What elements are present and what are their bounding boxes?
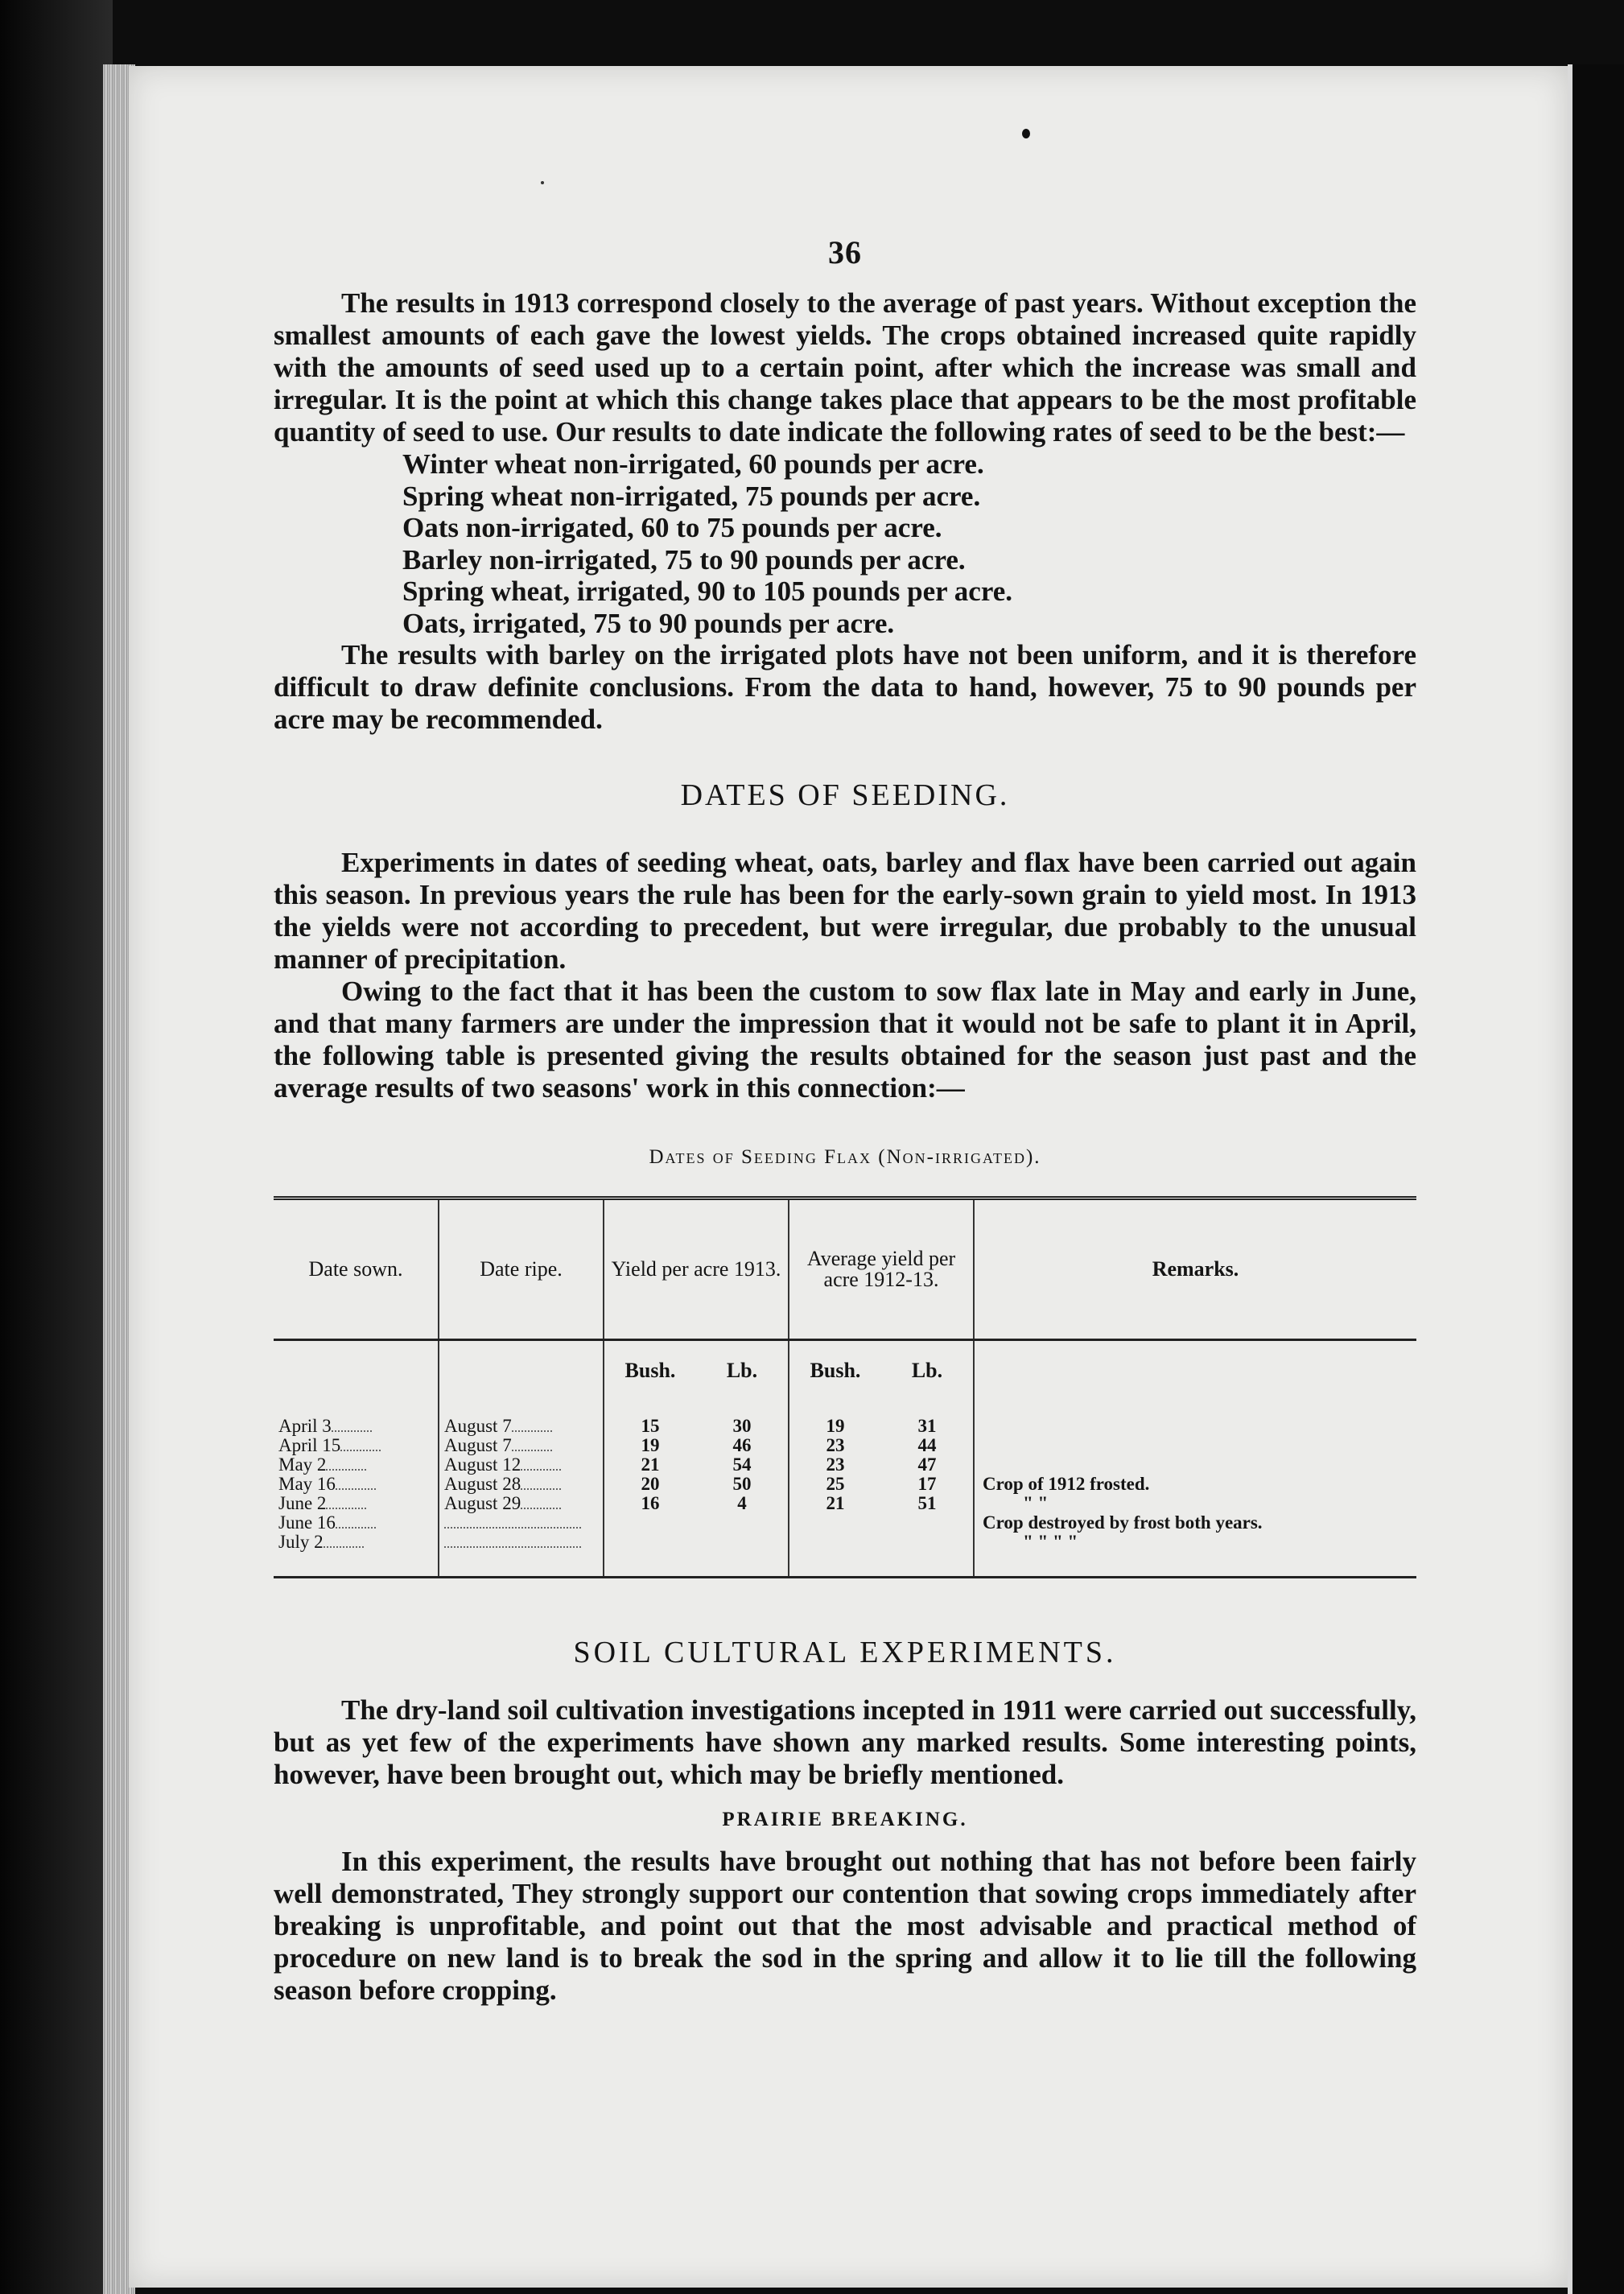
soil-heading: SOIL CULTURAL EXPERIMENTS. [573, 1636, 1117, 1669]
cell-bush-1913: 20 [641, 1474, 660, 1494]
cell-bush-1913 [604, 1533, 696, 1552]
rate-item: Oats, irrigated, 75 to 90 pounds per acre. [402, 607, 895, 639]
cell-date-ripe [439, 1513, 604, 1533]
ink-dot [1022, 129, 1030, 138]
intro-paragraph: The results in 1913 correspond closely to the average of past years. Without exception the smallest amounts of each gave the lowest yields. The crops obtained increased quite rapidly with the amounts of seed used up to a certain point, after which the increase was small and irregular. It is the point at which this change takes place that appears to be the most profitable quantity of seed to use. Our results to date indicate the following rates of seed to be the best:— [274, 287, 1416, 448]
cell-remarks [974, 1436, 1416, 1455]
scan-left-edge [0, 0, 113, 2294]
dates-paragraph-1: Experiments in dates of seeding wheat, oats, barley and flax have been carried out again this season. In previous years the rule has been for the early-sown grain to yield most. In 1913 the yields were not according to precedent, but were irregular, due probably to the unusual manner of precipitation. [274, 847, 1416, 975]
cell-lb-1913: 4 [696, 1494, 789, 1513]
rate-item: Oats non-irrigated, 60 to 75 pounds per acre. [402, 512, 942, 543]
dot-leader [521, 1488, 561, 1490]
cell-date-ripe [439, 1533, 604, 1552]
cell-bush-1913: 19 [641, 1435, 660, 1455]
cell-bush-1913 [604, 1513, 696, 1533]
unit-lb: Lb. [881, 1340, 974, 1401]
cell-lb-avg: 17 [881, 1475, 974, 1494]
scan-right-edge [1568, 64, 1624, 2294]
cell-lb-avg: 47 [881, 1455, 974, 1475]
header-date-ripe: Date ripe. [439, 1199, 604, 1340]
cell-date-ripe: August 29 [439, 1494, 604, 1513]
table-row [274, 1533, 1416, 1552]
table-row [274, 1455, 1416, 1475]
header-yield-1913: Yield per acre 1913. [604, 1199, 789, 1340]
dot-leader [444, 1527, 581, 1529]
table-row [274, 1436, 1416, 1455]
cell-remarks: " " " " [1023, 1532, 1078, 1552]
cell-bush-avg: 21 [826, 1493, 845, 1513]
cell-remarks: Crop destroyed by frost both years. [983, 1512, 1263, 1533]
table-row [274, 1513, 1416, 1533]
cell-lb-avg: 31 [881, 1417, 974, 1436]
dates-paragraph-2: Owing to the fact that it has been the custom to sow flax late in May and early in June, and that many farmers are under the impression that it would not be safe to plant it in April, the following table is presented giving the results obtained for the season just past and the average results of two seasons' work in this connection:— [274, 976, 1416, 1104]
header-date-sown: Date sown. [274, 1199, 439, 1340]
unit-bush: Bush. [810, 1359, 861, 1382]
unit-lb: Lb. [696, 1340, 789, 1401]
seed-rates-list [274, 448, 1416, 639]
cell-lb-1913: 30 [696, 1417, 789, 1436]
dot-leader [444, 1546, 581, 1548]
cell-lb-avg: 51 [881, 1494, 974, 1513]
cell-date-sown: May 2 [274, 1455, 439, 1475]
cell-date-sown: June 2 [274, 1494, 439, 1513]
cell-remarks [974, 1417, 1416, 1436]
dot-leader [521, 1469, 561, 1471]
table-title: Dates of Seeding Flax (Non-irrigated). [649, 1146, 1041, 1168]
cell-date-sown: April 15 [274, 1436, 439, 1455]
cell-lb-1913: 46 [696, 1436, 789, 1455]
dot-leader [332, 1430, 372, 1432]
units-blank [974, 1340, 1416, 1401]
cell-remarks: " " [1023, 1493, 1049, 1513]
cell-bush-avg: 25 [826, 1474, 845, 1494]
cell-date-ripe: August 12 [439, 1455, 604, 1475]
dot-leader [326, 1508, 366, 1509]
dot-leader [326, 1469, 366, 1471]
soil-paragraph: The dry-land soil cultivation investigations incepted in 1911 were carried out successfully, but as yet few of the experiments have shown any marked results. Some interesting points, however, have been brought out, which may be briefly mentioned. [274, 1694, 1416, 1790]
rate-item: Barley non-irrigated, 75 to 90 pounds per acre. [402, 543, 966, 576]
page-content [274, 233, 1416, 2007]
cell-lb-1913: 50 [696, 1475, 789, 1494]
dot-leader [512, 1450, 552, 1451]
unit-bush: Bush. [624, 1359, 676, 1382]
ink-speck [541, 181, 544, 184]
cell-date-sown: April 3 [274, 1417, 439, 1436]
cell-date-ripe: August 7 [439, 1417, 604, 1436]
cell-date-sown: July 2 [274, 1533, 439, 1552]
flax-seeding-table [274, 1196, 1416, 1578]
cell-date-sown: May 16 [274, 1475, 439, 1494]
rate-item: Spring wheat, irrigated, 90 to 105 pounds per acre. [402, 576, 1013, 607]
cell-bush-avg [789, 1533, 881, 1552]
cell-lb-1913: 54 [696, 1455, 789, 1475]
cell-lb-1913 [696, 1533, 789, 1552]
prairie-breaking-paragraph: In this experiment, the results have brought out nothing that has not before been fairly well demonstrated, They strongly support our contention that sowing crops immediately after breaking is unprofitable, and point out that the most advisable and practical method of procedure on new land is to break the sod in the spring and allow it to lie till the following season before cropping. [274, 1846, 1416, 2006]
table-row [274, 1475, 1416, 1494]
cell-date-sown: June 16 [274, 1513, 439, 1533]
cell-remarks: Crop of 1912 frosted. [983, 1474, 1150, 1494]
cell-bush-avg: 23 [826, 1454, 845, 1475]
page-number: 36 [828, 234, 862, 270]
cell-date-ripe: August 7 [439, 1436, 604, 1455]
table-row [274, 1494, 1416, 1513]
cell-lb-avg [881, 1533, 974, 1552]
cell-bush-1913: 21 [641, 1454, 660, 1475]
barley-paragraph: The results with barley on the irrigated plots have not been uniform, and it is therefore difficult to draw definite conclusions. From the data to hand, however, 75 to 90 pounds per acre may be recommended. [274, 639, 1416, 735]
cell-date-ripe: August 28 [439, 1475, 604, 1494]
header-remarks: Remarks. [974, 1199, 1416, 1340]
dot-leader [336, 1488, 376, 1490]
table-row [274, 1417, 1416, 1436]
units-blank [274, 1340, 439, 1401]
cell-bush-avg: 19 [826, 1416, 845, 1436]
cell-remarks [974, 1455, 1416, 1475]
rate-item: Winter wheat non-irrigated, 60 pounds per acre. [402, 448, 984, 480]
cell-lb-1913 [696, 1513, 789, 1533]
dot-leader [340, 1450, 381, 1451]
dot-leader [336, 1527, 376, 1529]
cell-lb-avg: 44 [881, 1436, 974, 1455]
cell-bush-1913: 15 [641, 1416, 660, 1436]
dot-leader [512, 1430, 552, 1432]
cell-lb-avg [881, 1513, 974, 1533]
rate-item: Spring wheat non-irrigated, 75 pounds per acre. [402, 480, 981, 512]
dot-leader [324, 1546, 364, 1548]
cell-bush-avg: 23 [826, 1435, 845, 1455]
header-average-yield: Average yield per acre 1912-13. [789, 1199, 974, 1340]
prairie-breaking-heading: PRAIRIE BREAKING. [722, 1809, 968, 1830]
dates-heading: DATES OF SEEDING. [680, 778, 1010, 812]
cell-bush-1913: 16 [641, 1493, 660, 1513]
cell-bush-avg [789, 1513, 881, 1533]
units-blank [439, 1340, 604, 1401]
dot-leader [521, 1508, 561, 1509]
